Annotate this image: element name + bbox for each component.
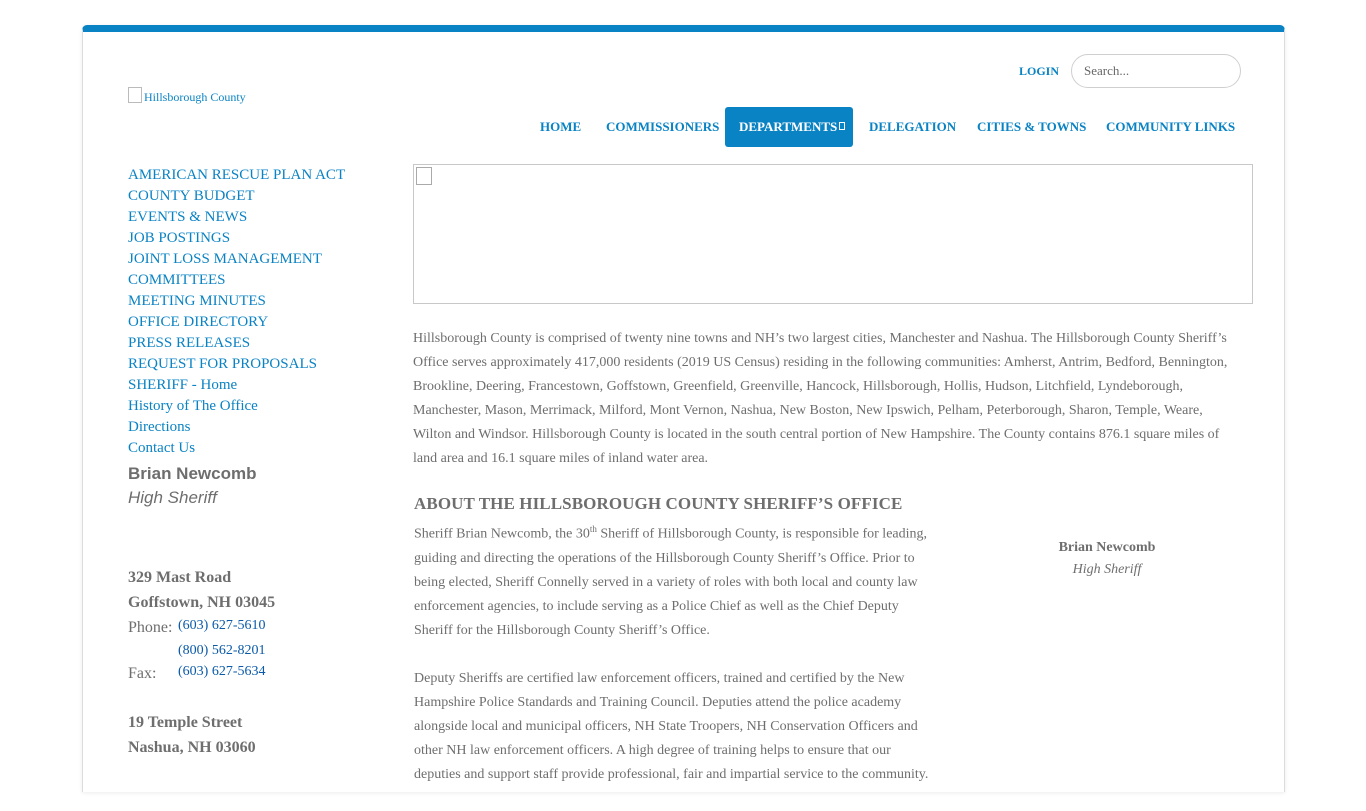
sidebar-link-contact-us[interactable]: Contact Us: [128, 440, 196, 456]
nav-delegation[interactable]: DELEGATION: [869, 119, 957, 134]
sheriff-title: High Sheriff: [128, 488, 217, 507]
dropdown-caret-icon: [839, 122, 845, 130]
phone-label: Phone:: [128, 619, 173, 636]
sheriff-photo-caption: [1007, 537, 1207, 581]
sidebar-link-joint-loss-management[interactable]: JOINT LOSS MANAGEMENT: [128, 251, 322, 267]
sidebar-link-request-for-proposals[interactable]: REQUEST FOR PROPOSALS: [128, 356, 317, 372]
caption-title: High Sheriff: [1072, 562, 1142, 577]
sidebar-link-press-releases[interactable]: PRESS RELEASES: [128, 335, 251, 351]
about-paragraph-1: Sheriff Brian Newcomb, the 30th Sheriff of Hillsborough County, is responsible for leading, guiding and directing the operations of the Hillsborough County Sheriff’s Office. Prior to being elected, Sheriff Connelly served in a variety of roles with both local and county law enforcement agencies, to include serving as a Police Chief as well as the Chief Deputy Sheriff for the Hillsborough County Sheriff’s Office.: [414, 524, 928, 638]
office-city: Nashua, NH 03060: [128, 739, 256, 756]
sidebar-link-committees[interactable]: COMMITTEES: [128, 272, 226, 288]
sidebar-link-job-postings[interactable]: JOB POSTINGS: [128, 230, 231, 246]
sidebar-link-office-directory[interactable]: OFFICE DIRECTORY: [128, 314, 269, 330]
fax-link[interactable]: (603) 627-5634: [178, 664, 266, 679]
nav-departments-label: DEPARTMENTS: [739, 119, 838, 134]
phone-link[interactable]: (800) 562-8201: [178, 643, 266, 658]
sheriff-name: Brian Newcomb: [128, 464, 257, 483]
intro-paragraph: Hillsborough County is comprised of twenty nine towns and NH’s two largest cities, Manchester and Nashua. The Hillsborough County Sheriff’s Office serves approximately 417,000 residents (2019 US Census) residing in the following communities: Amherst, Antrim, Bedford, Bennington, Brookline, Deering, Francestown, Goffstown, Greenfield, Greenville, Hancock, Hillsborough, Hollis, Hudson, Litchfield, Lyndeborough, Manchester, Mason, Merrimack, Milford, Mont Vernon, Nashua, New Boston, New Ipswich, Pelham, Peterborough, Sharon, Temple, Weare, Wilton and Windsor. Hillsborough County is located in the south central portion of New Hampshire. The County contains 876.1 square miles of land area and 16.1 square miles of inland water area.: [413, 331, 1228, 466]
sidebar-link-events-news[interactable]: EVENTS & NEWS: [128, 209, 248, 225]
county-logo[interactable]: [128, 89, 246, 105]
nav-cities-towns[interactable]: CITIES & TOWNS: [977, 119, 1087, 134]
sidebar: [128, 165, 388, 760]
nav-community-links[interactable]: COMMUNITY LINKS: [1106, 119, 1236, 134]
sidebar-link-american-rescue-plan-act[interactable]: AMERICAN RESCUE PLAN ACT: [128, 167, 346, 183]
about-body: [414, 517, 934, 811]
sidebar-link-sheriff-home[interactable]: SHERIFF - Home: [128, 377, 238, 393]
login-link[interactable]: LOGIN: [1019, 64, 1060, 78]
fax-row: [128, 661, 388, 686]
broken-image-icon: [128, 87, 142, 103]
office-street: 19 Temple Street: [128, 714, 243, 731]
office-city: Goffstown, NH 03045: [128, 594, 276, 611]
logo-alt-text: Hillsborough County: [144, 89, 246, 104]
sidebar-link-directions[interactable]: Directions: [128, 419, 191, 435]
nav-commissioners[interactable]: COMMISSIONERS: [606, 119, 720, 134]
phone-row: [128, 615, 388, 640]
phone-row-2: [128, 640, 388, 661]
about-paragraph-2: Deputy Sheriffs are certified law enforcement officers, trained and certified by the New Hampshire Police Standards and Training Council. Deputies attend the police academy alongside local and municipal officers, NH State Troopers, NH Conservation Officers and other NH law enforcement officers. A high degree of training helps to ensure that our deputies and support staff provide professional, fair and impartial service to the community.: [414, 670, 929, 782]
fax-label: Fax:: [128, 665, 157, 682]
banner-image: [413, 164, 1253, 304]
broken-image-icon: [416, 167, 432, 185]
phone-link[interactable]: (603) 627-5610: [178, 618, 266, 633]
office-street: 329 Mast Road: [128, 569, 232, 586]
office-address-nashua: [128, 710, 388, 760]
search-input[interactable]: [1071, 54, 1241, 88]
office-address-goffstown: [128, 565, 388, 686]
sidebar-link-county-budget[interactable]: COUNTY BUDGET: [128, 188, 255, 204]
caption-name: Brian Newcomb: [1058, 540, 1156, 555]
sidebar-link-history[interactable]: History of The Office: [128, 398, 258, 414]
nav-home[interactable]: HOME: [540, 119, 582, 134]
nav-departments[interactable]: [725, 107, 853, 147]
sidebar-link-meeting-minutes[interactable]: MEETING MINUTES: [128, 293, 266, 309]
about-heading: ABOUT THE HILLSBOROUGH COUNTY SHERIFF’S OFFICE: [414, 494, 903, 513]
